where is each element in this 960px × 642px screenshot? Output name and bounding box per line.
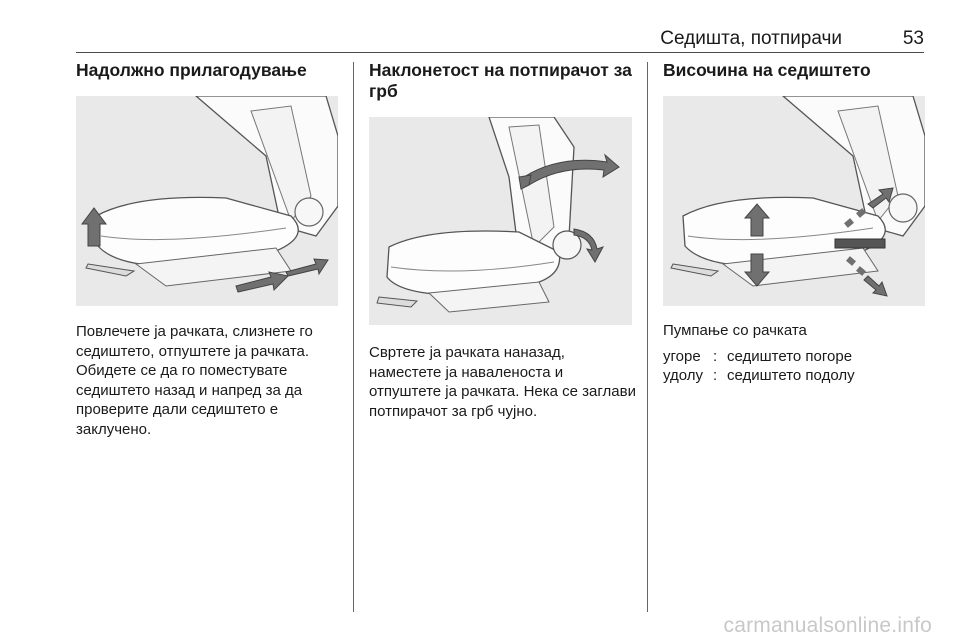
col2-body (369, 343, 639, 421)
seat-illustration (76, 96, 338, 306)
seat-height-illustration (663, 96, 925, 306)
watermark: carmanualsonline.info (723, 614, 932, 637)
paragraph: Обидете се да го поместувате седиштето назад и напред за да проверите дали седиштето е заклучено. (76, 362, 303, 438)
kv-row-down (663, 366, 925, 386)
illustration-backrest (369, 117, 632, 325)
backrest-illustration (369, 117, 632, 325)
section-title: Седишта, потпирачи (660, 28, 842, 49)
kv-key: угоре (663, 347, 701, 365)
heading-backrest-inclination: Наклонетост на потпирачот за грб (369, 60, 632, 101)
illustration-seat-longitudinal (76, 96, 338, 306)
kv-value: седиштето погоре (727, 347, 853, 365)
kv-key: удолу (663, 367, 704, 385)
paragraph: Свртете ја рачката наназад, наместете ја навaленоста и отпуштете ја рачката. Нека се заглави потпирачот за грб чујно. (369, 344, 636, 420)
column-longitudinal (76, 60, 341, 81)
heading-seat-height: Височина на седиштето (663, 60, 871, 80)
kv-colon: : (713, 347, 718, 365)
heading-longitudinal-adjustment: Надолжно прилагодување (76, 60, 307, 80)
kv-value: седиштето подолу (727, 367, 855, 385)
paragraph: Пумпање со рачката (663, 322, 807, 339)
col3-body (663, 321, 925, 386)
paragraph: Повлечете ја рачката, слизнете го седиштето, отпуштете ја рачката. (76, 323, 313, 360)
page-number: 53 (902, 28, 924, 49)
column-divider (647, 62, 648, 612)
col1-body (76, 322, 346, 440)
kv-row-up (663, 347, 925, 367)
column-divider (353, 62, 354, 612)
column-seat-height (663, 60, 925, 81)
column-backrest (369, 60, 634, 102)
page-header (76, 26, 924, 53)
illustration-seat-height (663, 96, 925, 306)
kv-colon: : (713, 367, 718, 385)
